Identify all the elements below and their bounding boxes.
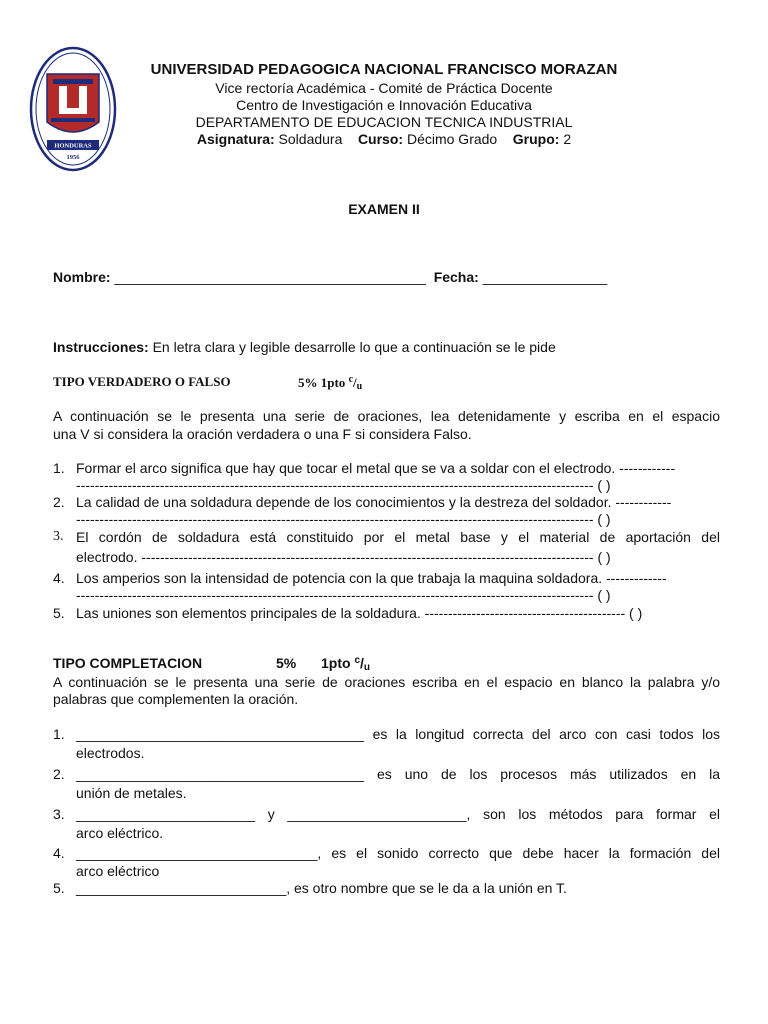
nombre-field[interactable]: ________________________________________ [114,269,426,285]
fecha-field[interactable]: ________________ [482,269,608,285]
section1-unit-u: u [356,381,363,392]
fill-item-3-line1[interactable]: _______________________ y _______________________, son los métodos para formar el [76,806,720,822]
logo-country: HONDURAS [54,142,92,150]
section1-intro-1: A continuación se le presenta una serie de oraciones, lea detenidamente y escriba en el espacio [53,408,720,424]
asignatura-label: Asignatura: [196,131,275,147]
fill-item-2-line2: unión de metales. [76,785,187,801]
vf-item-1-line1: Formar el arco significa que hay que tocar el metal que se va a soldar con el electrodo. ------------ [76,460,676,476]
vf-item-4-line1: Los amperios son la intensidad de potencia con la que trabaja la maquina soldadora. ------------- [76,570,667,586]
fill-item-1-line1[interactable]: _____________________________________ es la longitud correcta del arco con casi todos los [76,726,720,742]
fill-item-4-line1[interactable]: _______________________________, es el sonido correcto que debe hacer la formación del [76,845,720,861]
student-line [53,269,607,285]
fill-item-num: 4. [53,845,65,861]
vf-item-2-line2[interactable]: --------------------------------------------------------------------------------------------------------------- ( ) [76,511,611,527]
section2-title: TIPO COMPLETACION [53,655,203,671]
section2-points-text: 1pto [321,655,351,671]
vf-item-4-line2[interactable]: --------------------------------------------------------------------------------------------------------------- ( ) [76,587,611,603]
fill-item-4-line2: arco eléctrico [76,863,160,879]
university-name: UNIVERSIDAD PEDAGOGICA NACIONAL FRANCISCO MORAZAN [150,61,618,78]
fill-item-num: 3. [53,806,65,822]
vf-item-1-line2[interactable]: --------------------------------------------------------------------------------------------------------------- ( ) [76,477,611,493]
header-line-2: Vice rectoría Académica - Comité de Práctica Docente [215,80,553,96]
course-info-line [0,131,768,147]
fill-item-5-line1[interactable]: ___________________________, es otro nombre que se le da a la unión en T. [76,880,567,896]
section1-points: 5% 1pto $^c/_u$ [298,374,363,392]
vf-item-num: 3. [53,529,64,544]
fill-item-num: 1. [53,726,65,742]
grupo-value: 2 [563,131,572,147]
fill-item-1-line2: electrodos. [76,745,145,761]
fill-item-3-line2: arco eléctrico. [76,825,164,841]
section2-unit-c: c [354,655,361,666]
section1-points-text: 5% 1pto [298,375,346,390]
section2-percent: 5% [276,655,297,671]
logo-year: 1956 [66,154,80,161]
asignatura-value: Soldadura [278,131,343,147]
section1-title: TIPO VERDADERO O FALSO [53,374,231,389]
curso-label: Curso: [357,131,404,147]
header-line-3: Centro de Investigación e Innovación Educativa [236,97,532,113]
vf-item-2-line1: La calidad de una soldadura depende de los conocimientos y la destreza del soldador. ------------ [76,494,672,510]
vf-item-num: 2. [53,494,65,510]
fill-item-2-line1[interactable]: _____________________________________ es uno de los procesos más utilizados en la [76,766,720,782]
section1-unit-c: c [348,374,354,385]
instructions [53,339,556,355]
exam-title: EXAMEN II [348,201,420,217]
vf-item-num: 1. [53,460,65,476]
section2-intro-1: A continuación se le presenta una serie de oraciones escriba en el espacio en blanco la palabra y/o [53,674,720,690]
section2-intro-2: palabras que complementen la oración. [53,691,299,707]
header-line-4: DEPARTAMENTO DE EDUCACION TECNICA INDUSTRIAL [195,114,573,130]
vf-item-3-line1: El cordón de soldadura está constituido por el metal base y el material de aportación del [76,529,720,545]
instructions-text: En letra clara y legible desarrolle lo que a continuación se le pide [152,339,556,355]
curso-value: Décimo Grado [406,131,498,147]
fill-item-num: 5. [53,880,65,896]
instructions-label: Instrucciones: [53,339,149,355]
vf-item-num: 4. [53,570,65,586]
vf-item-3-line2[interactable]: electrodo. ------------------------------------------------------------------------------------------------- ( ) [76,549,611,565]
vf-item-num: 5. [53,605,65,621]
section2-unit-u: u [363,662,371,673]
fill-item-num: 2. [53,766,65,782]
section1-intro-2: una V si considera la oración verdadera o una F si considera Falso. [53,426,472,442]
section2-points: 1pto $^c/_u$ [321,655,371,673]
fecha-label: Fecha: [433,269,479,285]
vf-item-5-line1[interactable]: Las uniones son elementos principales de la soldadura. ------------------------------------------- ( ) [76,605,643,621]
nombre-label: Nombre: [53,269,111,285]
grupo-label: Grupo: [512,131,560,147]
